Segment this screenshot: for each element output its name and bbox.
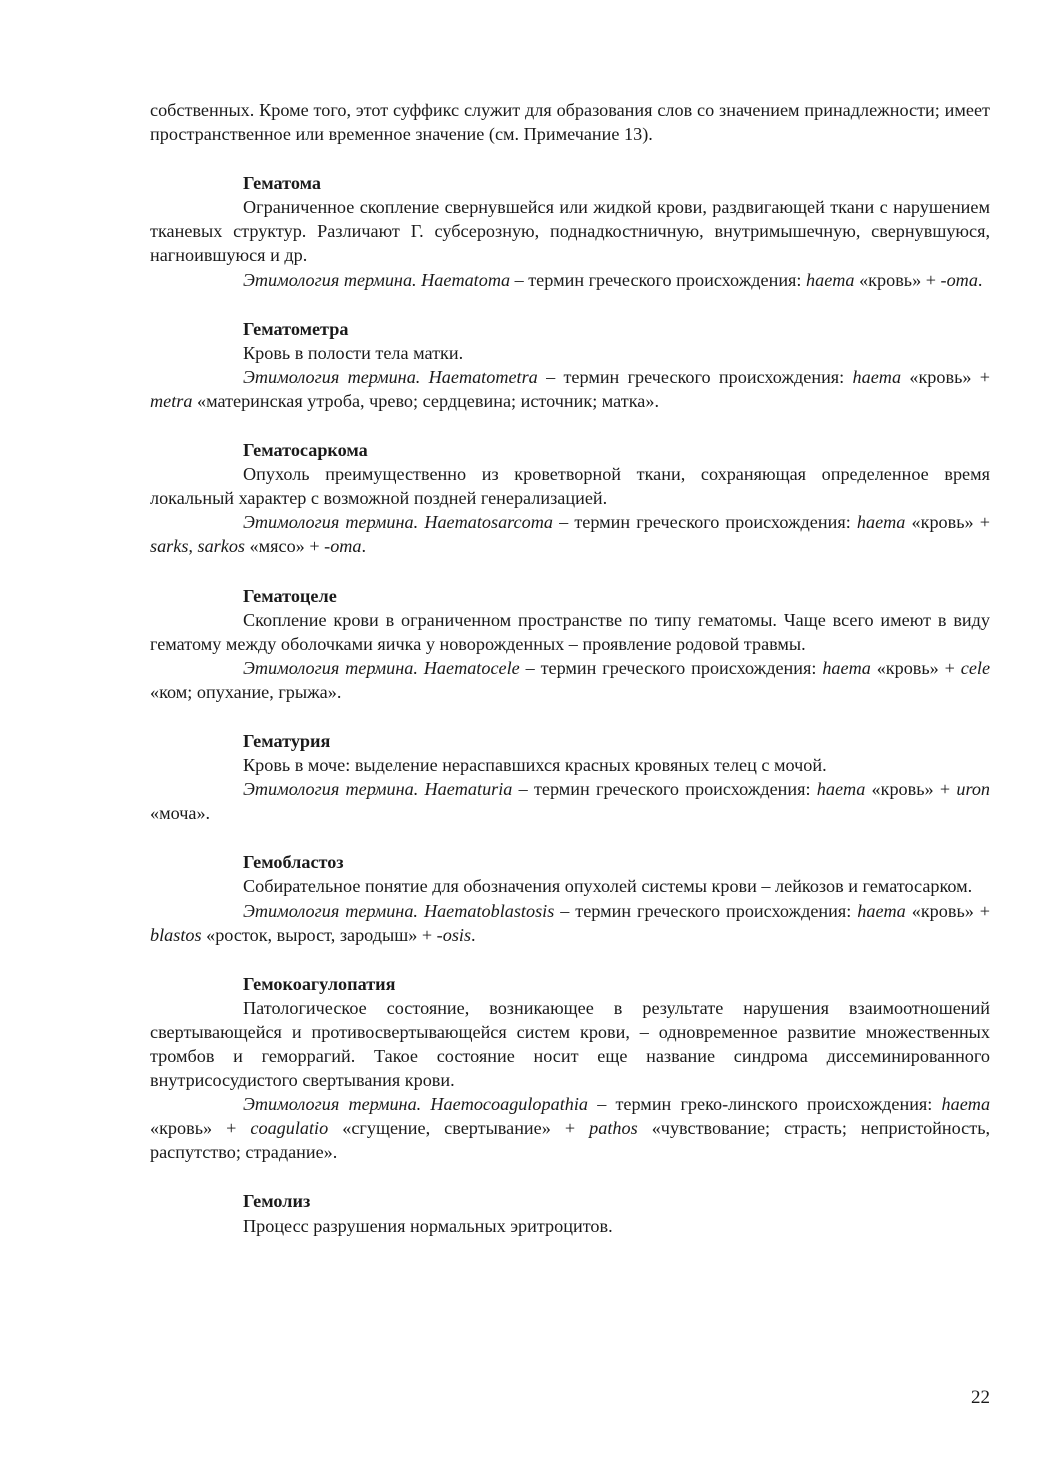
root-meaning: «росток, вырост, зародыш» +: [206, 924, 433, 945]
entry-hematometra: [150, 317, 990, 413]
root-meaning: «кровь» +: [871, 779, 951, 800]
etymology-origin: – термин греческого происхождения:: [525, 657, 817, 678]
root-word: haema: [806, 269, 855, 290]
root-meaning: «сгущение, свертывание» +: [342, 1118, 576, 1139]
entry-etymology: [150, 510, 990, 558]
period: .: [977, 269, 983, 290]
etymology-label: Этимология термина.: [243, 1094, 422, 1115]
root-word: haema: [857, 900, 906, 921]
root-word: pathos: [589, 1118, 638, 1139]
root-meaning: «кровь» +: [911, 512, 991, 533]
etymology-origin: – термин греческого происхождения:: [518, 779, 811, 800]
entry-etymology: [150, 365, 990, 413]
entry-definition: Скопление крови в ограниченном пространстве по типу гематомы. Чаще всего имеют в виду гематому между оболочками яичка у новорожденных – проявление родовой травмы.: [150, 609, 990, 654]
root-meaning: «кровь» +: [909, 366, 991, 387]
etymology-label: Этимология термина.: [243, 269, 417, 290]
root-word: haema: [941, 1094, 991, 1115]
suffix-word: -oma: [940, 269, 978, 290]
entry-term: Гематосаркома: [243, 440, 368, 461]
latin-term: Haemocoagulopathia: [430, 1094, 589, 1115]
period: .: [361, 536, 367, 557]
etymology-label: Этимология термина.: [243, 366, 421, 387]
document-page: [150, 98, 990, 1238]
root-word: metra: [150, 390, 193, 411]
root-meaning: «кровь» +: [859, 269, 936, 290]
entry-term: Гематометра: [243, 318, 349, 339]
root-word: uron: [956, 779, 991, 800]
entry-definition: Патологическое состояние, возникающее в результате нарушения взаимоотношений свертывающейся и противосвертывающейся систем крови, – одновременное развитие множественных тромбов и геморрагий. Такое состояние носит еще название синдрома диссеминированного внутрисосудистого свертывания крови.: [150, 997, 990, 1091]
suffix-word: -osis: [436, 924, 472, 945]
etymology-origin: – термин греческого происхождения:: [514, 269, 802, 290]
root-word: haema: [816, 779, 866, 800]
entry-etymology: [150, 656, 990, 704]
entry-term: Гемокоагулопатия: [243, 973, 396, 994]
etymology-label: Этимология термина.: [243, 657, 418, 678]
entry-hematuria: [150, 729, 990, 825]
entry-definition: Кровь в полости тела матки.: [243, 342, 464, 363]
root-meaning: «кровь» +: [911, 900, 991, 921]
root-word: haema: [852, 366, 902, 387]
root-meaning: «кровь» +: [150, 1118, 237, 1139]
entry-hemolysis: [150, 1189, 990, 1237]
entry-definition: Ограниченное скопление свернувшейся или жидкой крови, раздвигающей ткани с нарушением тканевых структур. Различают Г. субсерозную, поднадкостничную, внутримышечную, свернувшуюся, нагноившуюся и др.: [150, 197, 990, 266]
page-number: 22: [971, 1387, 990, 1408]
latin-term: Haematocele: [423, 657, 520, 678]
period: .: [471, 924, 476, 945]
root-meaning: «моча».: [150, 803, 211, 824]
entry-etymology: [150, 777, 990, 825]
etymology-origin: – термин греко-линского происхождения:: [597, 1094, 933, 1115]
entry-hematoma: [150, 171, 990, 291]
etymology-origin: – термин греческого происхождения:: [559, 512, 851, 533]
latin-term: Haematosarcoma: [424, 512, 553, 533]
entry-term: Гемобластоз: [243, 852, 344, 873]
etymology-origin: – термин греческого происхождения:: [546, 366, 845, 387]
root-word: coagulatio: [250, 1118, 329, 1139]
entry-term: Гематурия: [243, 730, 331, 751]
entry-etymology: [150, 899, 990, 947]
entry-hematosarcoma: [150, 438, 990, 558]
latin-term: Haematoblastosis: [423, 900, 555, 921]
entry-definition: Собирательное понятие для обозначения опухолей системы крови – лейкозов и гематосарком.: [243, 876, 973, 897]
entry-hemoblastosis: [150, 850, 990, 946]
entry-definition: Процесс разрушения нормальных эритроцитов.: [243, 1215, 613, 1236]
root-meaning: «мясо» +: [249, 536, 320, 557]
root-word: haema: [856, 512, 906, 533]
root-meaning: «материнская утроба, чрево; сердцевина; источник; матка».: [196, 390, 660, 411]
root-word: sarks, sarkos: [150, 536, 245, 557]
latin-term: Haematoma: [421, 269, 511, 290]
latin-term: Haematometra: [428, 366, 538, 387]
etymology-label: Этимология термина.: [243, 512, 419, 533]
entry-etymology: [150, 1092, 990, 1164]
etymology-label: Этимология термина.: [243, 779, 419, 800]
root-word: blastos: [150, 924, 202, 945]
entry-hematocele: [150, 584, 990, 704]
root-meaning: «чувствование; страсть; непристойность, распутство; страдание».: [150, 1118, 991, 1163]
root-meaning: «ком; опухание, грыжа».: [150, 681, 342, 702]
entry-hemocoagulopathy: [150, 972, 990, 1165]
entry-term: Гематоцеле: [243, 585, 337, 606]
entry-definition: Опухоль преимущественно из кроветворной ткани, сохраняющая определенное время локальный характер с возможной поздней генерализацией.: [150, 464, 990, 509]
etymology-label: Этимология термина.: [243, 900, 418, 921]
etymology-origin: – термин греческого происхождения:: [560, 900, 852, 921]
root-word: haema: [822, 657, 871, 678]
intro-paragraph: собственных. Кроме того, этот суффикс служит для образования слов со значением принадлежности; имеет пространственное или временное значение (см. Примечание 13).: [150, 100, 990, 145]
entry-definition: Кровь в моче: выделение нераспавшихся красных кровяных телец с мочой.: [243, 755, 827, 776]
entry-term: Гемолиз: [243, 1191, 311, 1212]
root-meaning: «кровь» +: [876, 657, 955, 678]
entry-etymology: [150, 268, 990, 292]
entry-term: Гематома: [243, 173, 321, 194]
root-word: cele: [960, 657, 991, 678]
suffix-word: -oma: [324, 536, 362, 557]
latin-term: Haematuria: [424, 779, 513, 800]
